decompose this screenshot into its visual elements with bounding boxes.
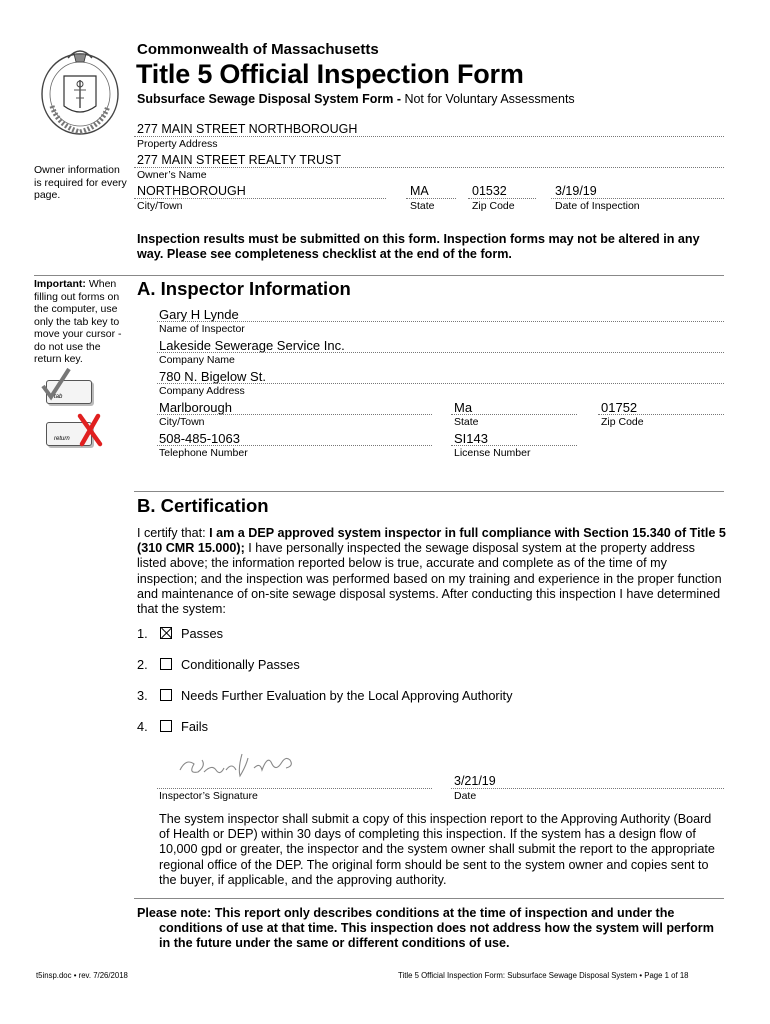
section-a-title: A. Inspector Information — [137, 278, 351, 299]
important-note — [34, 278, 128, 366]
property-address-field[interactable]: 277 MAIN STREET NORTHBOROUGH — [137, 122, 358, 136]
signature-icon — [176, 746, 300, 787]
inspector-state-field[interactable]: Ma — [454, 400, 473, 415]
signature-label: Inspector’s Signature — [159, 790, 258, 802]
telephone-label: Telephone Number — [159, 447, 248, 459]
submission-instructions: The system inspector shall submit a copy of this inspection report to the Approving Authority (Board of Health or DEP) within 30 days of completing this inspection. If the system has a design flow of 10,000 gpd or greater, the inspector and the system owner shall submit the report to the appropriate regional office of the DEP. The original form should be sent to the system owner and copies sent to the buyer, if applicable, and the approving authority. — [159, 812, 715, 887]
owner-name-field[interactable]: 277 MAIN STREET REALTY TRUST — [137, 153, 341, 167]
owner-zip-label: Zip Code — [472, 200, 515, 212]
cert-rest: I have personally inspected the sewage disposal system at the property address listed above; the information reported below is true, accurate and complete as of the time of my inspection; and the inspection was performed based on my training and experience in the proper function and maintenance of on-site sewage disposal systems. After conducting this inspection I have determined that the system: — [137, 541, 722, 617]
please-note-text: This report only describes conditions at the time of inspection and under the conditions of use at that time. This inspection does not address how the system will perform in the future under the same or different conditions of use. — [159, 906, 714, 951]
option-label: Conditionally Passes — [181, 657, 300, 672]
red-x-icon — [76, 412, 104, 453]
option-label: Needs Further Evaluation by the Local Approving Authority — [181, 688, 513, 703]
option-checkbox[interactable] — [160, 720, 172, 732]
form-subtitle — [137, 92, 575, 106]
page-title: Title 5 Official Inspection Form — [136, 59, 524, 89]
footer-right: Title 5 Official Inspection Form: Subsurface Sewage Disposal System • Page 1 of 18 — [398, 971, 689, 980]
owner-city-field[interactable]: NORTHBOROUGH — [137, 184, 246, 198]
important-note-bold: Important: — [34, 278, 86, 290]
sign-date-label: Date — [454, 790, 477, 802]
company-address-field[interactable]: 780 N. Bigelow St. — [159, 369, 266, 384]
return-key-label: return — [54, 436, 70, 442]
please-note-lead: Please note: — [137, 906, 212, 920]
option-checkbox[interactable] — [160, 689, 172, 701]
cert-prefix: I certify that: — [137, 526, 210, 540]
option-checkbox[interactable] — [160, 658, 172, 670]
important-note-text: When filling out forms on the computer, use only the tab key to move your cursor - do not use the return key. — [34, 278, 122, 365]
inspector-name-label: Name of Inspector — [159, 323, 245, 335]
license-label: License Number — [454, 447, 531, 459]
inspection-date-label: Date of Inspection — [555, 200, 640, 212]
company-address-label: Company Address — [159, 385, 245, 397]
option-checkbox[interactable] — [160, 627, 172, 639]
tab-key-label: tab — [54, 394, 63, 400]
owner-city-label: City/Town — [137, 200, 183, 212]
option-row — [137, 657, 300, 672]
cert-bold: I am a DEP approved system inspector in full compliance with Section 15.340 of Title 5 (310 CMR 15.000); — [137, 526, 726, 556]
license-field[interactable]: SI143 — [454, 431, 488, 446]
inspector-city-label: City/Town — [159, 416, 205, 428]
subtitle-rest: Not for Voluntary Assessments — [400, 92, 575, 106]
subtitle-bold: Subsurface Sewage Disposal System Form - — [137, 92, 401, 106]
checkmark-icon — [40, 366, 72, 407]
property-address-label: Property Address — [137, 138, 218, 150]
owner-state-label: State — [410, 200, 435, 212]
owner-side-note: Owner information is required for every page. — [34, 164, 127, 201]
owner-state-field[interactable]: MA — [410, 184, 429, 198]
option-number: 3. — [137, 688, 148, 703]
option-label: Fails — [181, 719, 209, 734]
inspector-zip-field[interactable]: 01752 — [601, 400, 638, 415]
option-number: 4. — [137, 719, 148, 734]
inspector-state-label: State — [454, 416, 479, 428]
certification-text — [137, 526, 727, 617]
section-b-title: B. Certification — [137, 495, 269, 516]
telephone-field[interactable]: 508-485-1063 — [159, 431, 240, 446]
please-note — [137, 906, 727, 952]
option-row — [137, 626, 223, 641]
inspector-name-field[interactable]: Gary H Lynde — [159, 307, 239, 322]
inspector-zip-label: Zip Code — [601, 416, 644, 428]
inspection-date-field[interactable]: 3/19/19 — [555, 184, 597, 198]
footer-left: t5insp.doc • rev. 7/26/2018 — [36, 971, 128, 980]
state-seal-icon — [38, 36, 122, 140]
owner-zip-field[interactable]: 01532 — [472, 184, 507, 198]
option-label: Passes — [181, 626, 223, 641]
submission-notice: Inspection results must be submitted on this form. Inspection forms may not be altered in any way. Please see completeness checklist at the end of the form. — [137, 232, 700, 262]
owner-name-label: Owner’s Name — [137, 169, 207, 181]
sign-date-field[interactable]: 3/21/19 — [454, 774, 496, 788]
option-number: 2. — [137, 657, 148, 672]
company-name-field[interactable]: Lakeside Sewerage Service Inc. — [159, 338, 345, 353]
option-row — [137, 719, 208, 734]
option-number: 1. — [137, 626, 148, 641]
company-name-label: Company Name — [159, 354, 235, 366]
option-row — [137, 688, 513, 703]
inspector-city-field[interactable]: Marlborough — [159, 400, 232, 415]
commonwealth-heading: Commonwealth of Massachusetts — [137, 41, 379, 58]
